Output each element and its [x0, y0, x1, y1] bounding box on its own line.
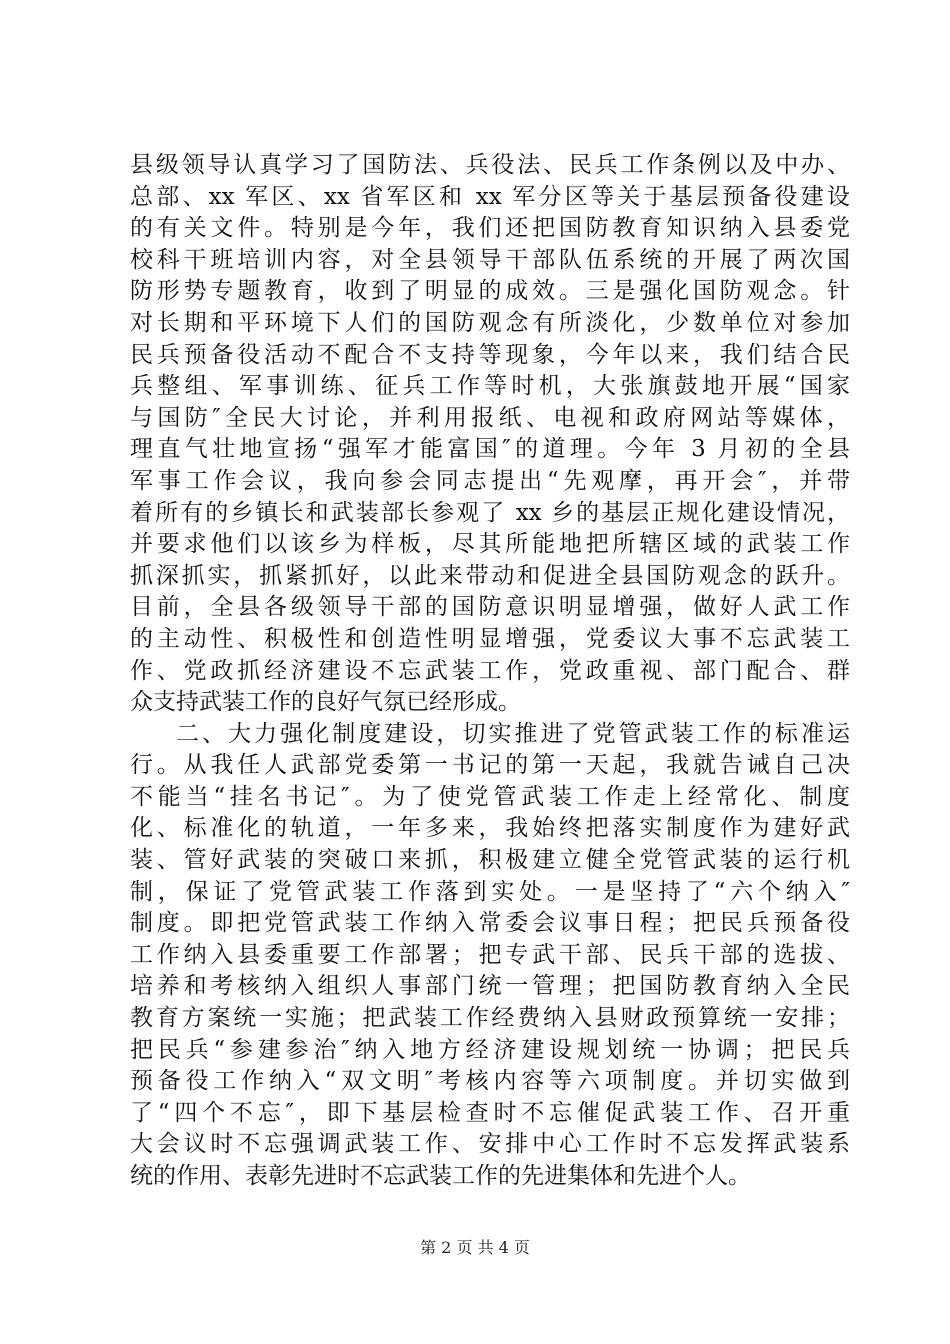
text-line: 众支持武装工作的良好气氛已经形成。: [130, 689, 521, 716]
text-line: 民兵预备役活动不配合不支持等现象，今年以来，我们结合民: [130, 341, 850, 368]
text-line: 了“四个不忘″，即下基层检查时不忘催促武装工作、召开重: [130, 1099, 850, 1126]
body-text: [130, 150, 850, 1193]
text-line: 不能当“挂名书记″。为了使党管武装工作走上经常化、制度: [130, 783, 850, 810]
page-number-footer: 第 2 页 共 4 页: [420, 1238, 530, 1257]
text-line: 理直气壮地宣扬“强军才能富国″的道理。今年 3 月初的全县: [130, 436, 850, 463]
text-line: 工作纳入县委重要工作部署；把专武干部、民兵干部的选拔、: [130, 941, 850, 968]
text-line: 校科干班培训内容，对全县领导干部队伍系统的开展了两次国: [130, 246, 850, 273]
text-line: 防形势专题教育，收到了明显的成效。三是强化国防观念。针: [130, 278, 850, 305]
text-line: 抓深抓实，抓紧抓好，以此来带动和促进全县国防观念的跃升。: [130, 562, 850, 589]
text-line: 装、管好武装的突破口来抓，积极建立健全党管武装的运行机: [130, 847, 850, 874]
text-line: 化、标准化的轨道，一年多来，我始终把落实制度作为建好武: [130, 815, 850, 842]
text-line: 军事工作会议，我向参会同志提出“先观摩，再开会″，并带: [130, 467, 850, 494]
text-line: 总部、xx 军区、xx 省军区和 xx 军分区等关于基层预备役建设: [130, 183, 850, 210]
text-line: 兵整组、军事训练、征兵工作等时机，大张旗鼓地开展“国家: [130, 373, 850, 400]
text-line: 与国防″全民大讨论，并利用报纸、电视和政府网站等媒体，: [130, 404, 850, 431]
text-line: 把民兵“参建参治″纳入地方经济建设规划统一协调；把民兵: [130, 1036, 850, 1063]
text-line: 的有关文件。特别是今年，我们还把国防教育知识纳入县委党: [130, 215, 850, 242]
text-line: 作、党政抓经济建设不忘武装工作，党政重视、部门配合、群: [130, 657, 850, 684]
text-line: 统的作用、表彰先进时不忘武装工作的先进集体和先进个人。: [130, 1163, 751, 1189]
text-line: 县级领导认真学习了国防法、兵役法、民兵工作条例以及中办、: [130, 152, 850, 178]
text-line: 大会议时不忘强调武装工作、安排中心工作时不忘发挥武装系: [130, 1131, 850, 1158]
text-line: 制，保证了党管武装工作落到实处。一是坚持了“六个纳入″: [130, 878, 850, 905]
text-line: 培养和考核纳入组织人事部门统一管理；把国防教育纳入全民: [130, 973, 850, 1000]
text-line: 教育方案统一实施；把武装工作经费纳入县财政预算统一安排；: [130, 1005, 850, 1032]
text-line: 着所有的乡镇长和武装部长参观了 xx 乡的基层正规化建设情况，: [130, 499, 850, 526]
text-line: 的主动性、积极性和创造性明显增强，党委议大事不忘武装工: [130, 625, 850, 652]
text-line: 并要求他们以该乡为样板，尽其所能地把所辖区域的武装工作: [130, 531, 850, 558]
text-line: 行。从我任人武部党委第一书记的第一天起，我就告诫自己决: [130, 752, 850, 779]
text-line: 目前，全县各级领导干部的国防意识明显增强，做好人武工作: [130, 594, 850, 621]
paragraph-start-line: 二、大力强化制度建设，切实推进了党管武装工作的标准运: [176, 720, 850, 747]
text-line: 预备役工作纳入“双文明″考核内容等六项制度。并切实做到: [130, 1068, 850, 1095]
text-line: 对长期和平环境下人们的国防观念有所淡化，少数单位对参加: [130, 309, 850, 336]
text-line: 制度。即把党管武装工作纳入常委会议事日程；把民兵预备役: [130, 910, 850, 937]
